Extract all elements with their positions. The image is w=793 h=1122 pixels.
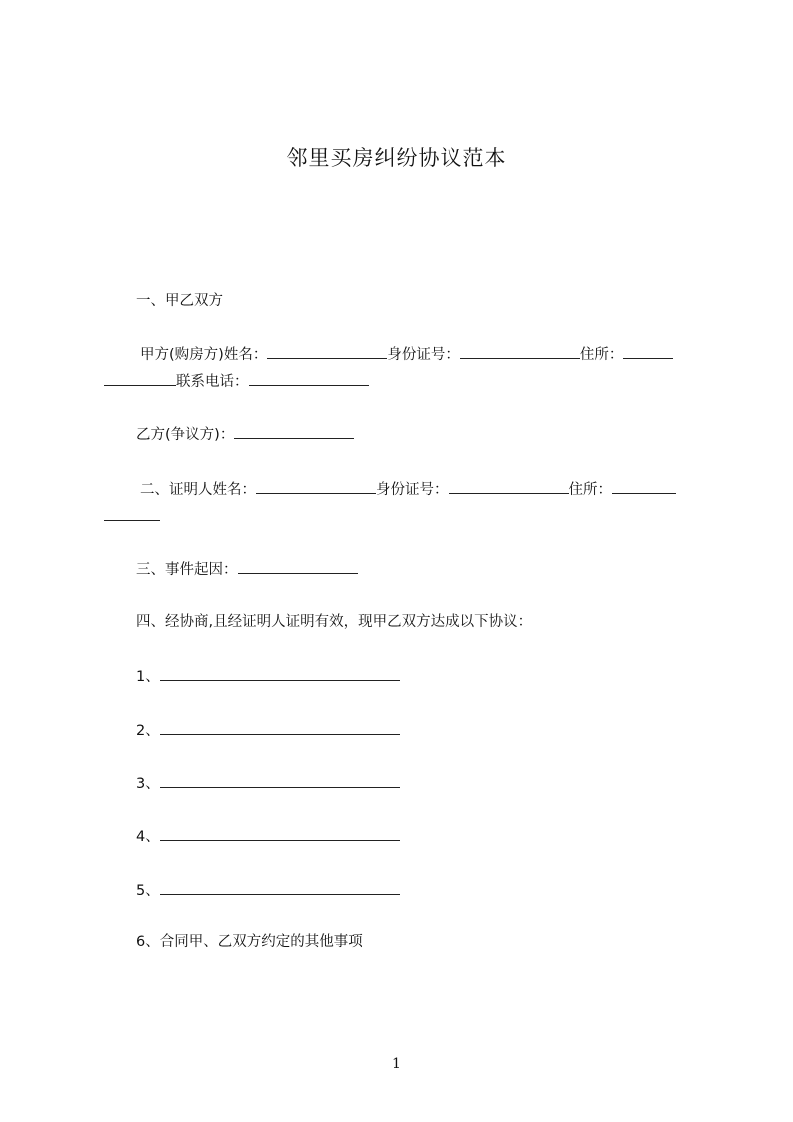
agreement-item xyxy=(136,880,400,901)
section-heading-parties: 一、甲乙双方 xyxy=(136,293,223,309)
agreement-item xyxy=(136,720,400,741)
item-blank[interactable] xyxy=(160,720,400,735)
item-blank[interactable] xyxy=(160,880,400,895)
cause-label: 三、事件起因： xyxy=(136,562,238,578)
witness-line-1 xyxy=(140,479,676,500)
item-blank[interactable] xyxy=(160,773,400,788)
witness-id-blank[interactable] xyxy=(449,479,569,494)
party-b-line xyxy=(136,424,354,445)
item-number: 3、 xyxy=(136,776,160,792)
agreement-intro: 四、经协商,且经证明人证明有效，现甲乙双方达成以下协议： xyxy=(136,614,533,630)
agreement-item xyxy=(136,773,400,794)
item-blank[interactable] xyxy=(160,666,400,681)
party-a-phone-label: 联系电话： xyxy=(176,374,249,390)
page-title: 邻里买房纠纷协议范本 xyxy=(286,146,507,170)
party-a-name-label: 甲方(购房方)姓名： xyxy=(140,347,268,363)
party-b-blank[interactable] xyxy=(234,424,354,439)
agreement-item-6: 6、合同甲、乙双方约定的其他事项 xyxy=(136,934,363,950)
witness-name-blank[interactable] xyxy=(256,479,376,494)
party-a-name-blank[interactable] xyxy=(267,344,387,359)
agreement-item xyxy=(136,826,400,847)
party-a-id-label: 身份证号： xyxy=(387,347,460,363)
witness-address-blank-cont[interactable] xyxy=(104,506,160,521)
item-number: 2、 xyxy=(136,723,160,739)
witness-id-label: 身份证号： xyxy=(376,482,449,498)
party-b-label: 乙方(争议方)： xyxy=(136,427,235,443)
agreement-item xyxy=(136,666,400,687)
witness-address-blank[interactable] xyxy=(612,479,676,494)
item-number: 5、 xyxy=(136,883,160,899)
item-blank[interactable] xyxy=(160,826,400,841)
party-a-address-blank-cont[interactable] xyxy=(104,371,176,386)
party-a-address-blank[interactable] xyxy=(623,344,673,359)
party-a-line-2 xyxy=(104,371,369,392)
item-number: 4、 xyxy=(136,829,160,845)
page-number: 1 xyxy=(392,1056,401,1072)
party-a-address-label: 住所： xyxy=(579,347,624,363)
cause-blank[interactable] xyxy=(238,559,358,574)
witness-line-2 xyxy=(104,506,160,527)
party-a-phone-blank[interactable] xyxy=(249,371,369,386)
party-a-line-1 xyxy=(140,344,673,365)
item-number: 1、 xyxy=(136,669,160,685)
party-a-id-blank[interactable] xyxy=(460,344,580,359)
witness-name-label: 二、证明人姓名： xyxy=(140,482,256,498)
witness-address-label: 住所： xyxy=(568,482,612,498)
cause-line xyxy=(136,559,358,580)
